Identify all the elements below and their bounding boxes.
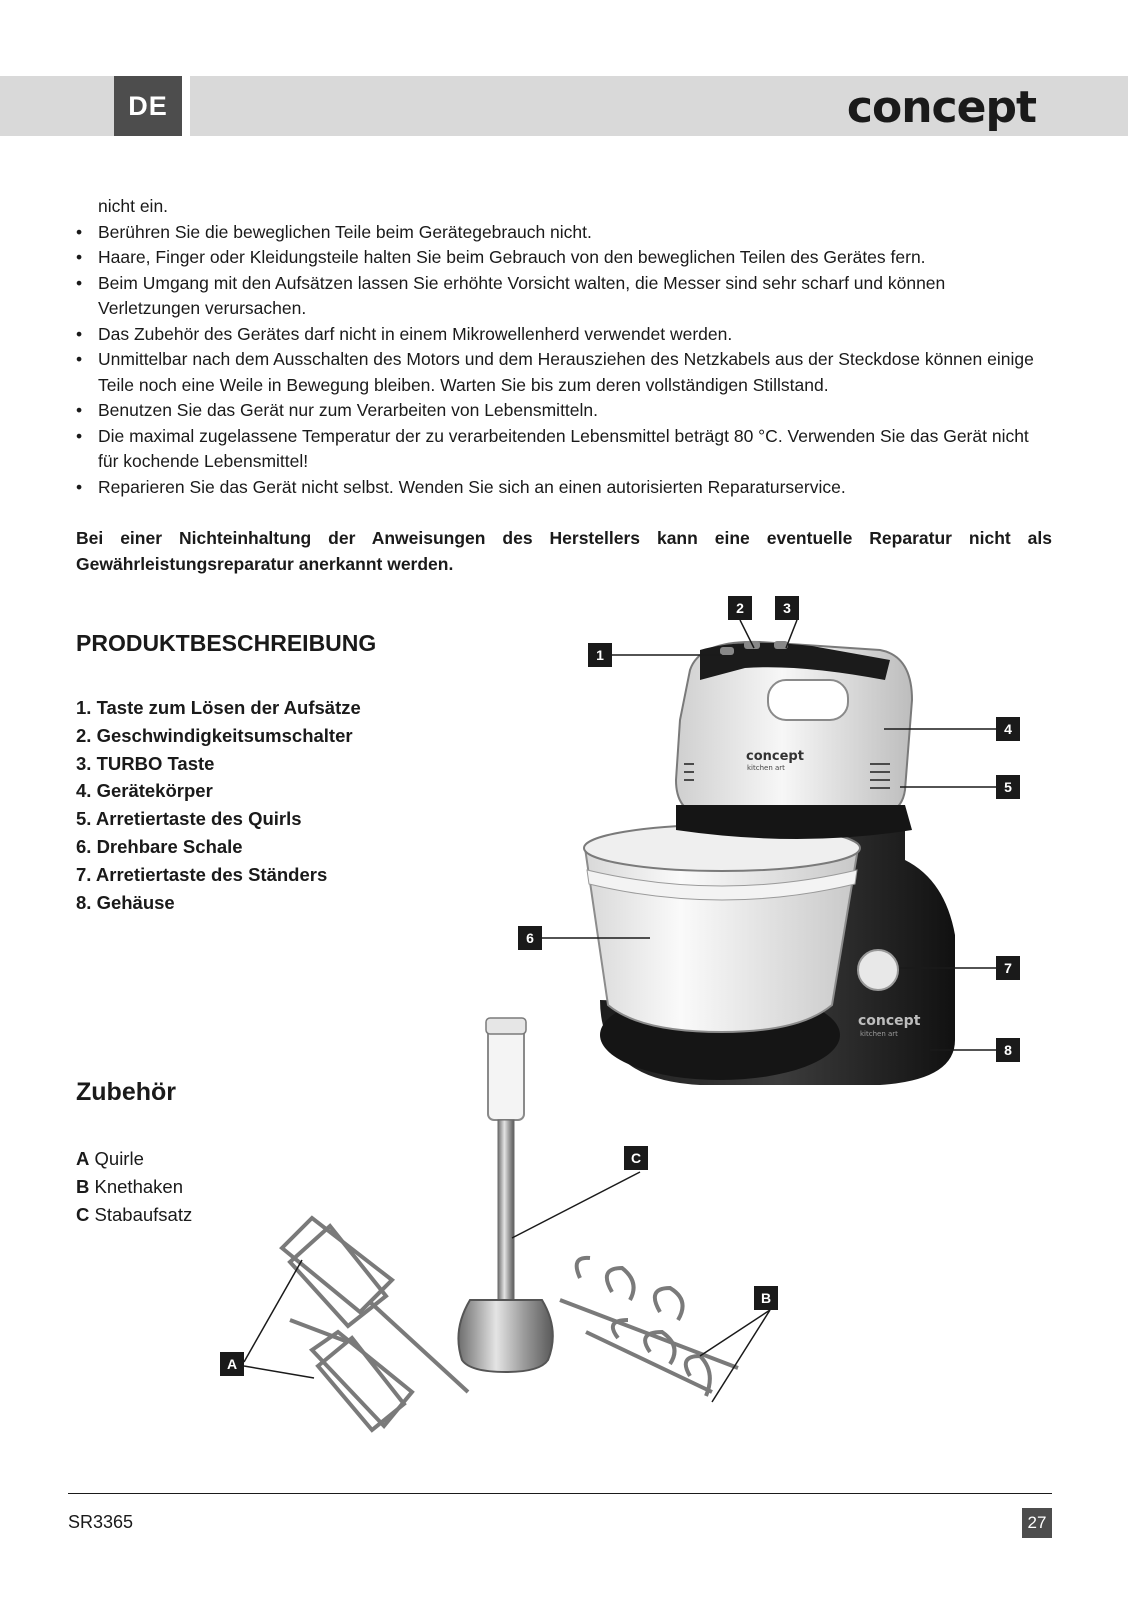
safety-item: • Unmittelbar nach dem Ausschalten des Motors und dem Herausziehen des Netzkabels aus der Steckdose können einige Teile noch eine Weile in Bewegung bleiben. Warten Sie bis zum deren vollständigen Stillstand. [76, 347, 1052, 398]
accessory-key: B [76, 1175, 90, 1197]
safety-item: • Berühren Sie die beweglichen Teile beim Gerätegebrauch nicht. [76, 220, 1052, 246]
safety-item: • Die maximal zugelassene Temperatur der zu verarbeitenden Lebensmittel beträgt 80 °C. Verwenden Sie das Gerät nicht für kochende Lebensmittel! [76, 424, 1052, 475]
callout-8: 8 [996, 1038, 1020, 1062]
stand-release-button [858, 950, 898, 990]
callout-7: 7 [996, 956, 1020, 980]
accessory-label: Knethaken [94, 1175, 183, 1197]
hand-mixer [676, 641, 912, 839]
model-number: SR3365 [68, 1512, 134, 1532]
eject-button [720, 647, 734, 655]
safety-item: • Benutzen Sie das Gerät nur zum Verarbeiten von Lebensmitteln. [76, 398, 1052, 424]
accessory-label: Quirle [94, 1148, 144, 1169]
callout-4: 4 [996, 717, 1020, 741]
language-badge: DE [114, 76, 182, 136]
accessory-key: C [76, 1203, 90, 1225]
accessory-label: Stabaufsatz [94, 1203, 193, 1225]
safety-item: • Reparieren Sie das Gerät nicht selbst. Wenden Sie sich an einen autorisierten Reparaturservice. [76, 475, 1052, 501]
mixer-handle-grip [768, 680, 848, 720]
part-item: 6. Drehbare Schale [76, 835, 243, 857]
callout-5: 5 [996, 775, 1020, 799]
callout-1: 1 [588, 643, 612, 667]
dough-hook-image [560, 1258, 738, 1396]
stand-logo: concept [858, 1013, 921, 1029]
part-item: 3. TURBO Taste [76, 752, 215, 774]
mixer-logo: concept [746, 749, 804, 764]
safety-item: • Das Zubehör des Gerätes darf nicht in einem Mikrowellenherd verwendet werden. [76, 322, 1052, 348]
part-item: 1. Taste zum Lösen der Aufsätze [76, 697, 361, 718]
whisk-image [282, 1218, 468, 1430]
page-number: 27 [1022, 1508, 1052, 1538]
accessories-title: Zubehör [76, 1078, 176, 1106]
part-item: 4. Gerätekörper [76, 780, 213, 802]
product-section-title: PRODUKTBESCHREIBUNG [76, 630, 377, 656]
warranty-warning: Bei einer Nichteinhaltung der Anweisungen des Herstellers kann eine eventuelle Reparatur nicht als Gewährleistungsreparatur anerkannt werden. [76, 528, 1052, 574]
callout-6: 6 [518, 926, 542, 950]
callout-2: 2 [728, 596, 752, 620]
part-item: 8. Gehäuse [76, 891, 175, 913]
blender-attachment-image [458, 1018, 552, 1372]
brand-logo: concept [846, 82, 1036, 133]
callout-b: B [754, 1286, 778, 1310]
callout-a: A [220, 1352, 244, 1376]
stand-logo-sub: kitchen art [860, 1030, 898, 1038]
callout-c: C [624, 1146, 648, 1170]
mixer-bowl [584, 825, 860, 1032]
part-item: 2. Geschwindigkeitsumschalter [76, 724, 353, 746]
safety-item: • Beim Umgang mit den Aufsätzen lassen Sie erhöhte Vorsicht walten, die Messer sind sehr scharf und können Verletzungen verursachen. [76, 271, 1052, 322]
accessory-key: A [76, 1148, 90, 1169]
mixer-logo-sub: kitchen art [747, 764, 785, 772]
safety-item: • Haare, Finger oder Kleidungsteile halten Sie beim Gebrauch von den beweglichen Teilen des Gerätes fern. [76, 245, 1052, 271]
footer-divider [68, 1493, 1052, 1494]
part-item: 7. Arretiertaste des Ständers [76, 863, 328, 885]
callout-3: 3 [775, 596, 799, 620]
part-item: 5. Arretiertaste des Quirls [76, 808, 302, 830]
continuation-line: nicht ein. [98, 196, 169, 216]
